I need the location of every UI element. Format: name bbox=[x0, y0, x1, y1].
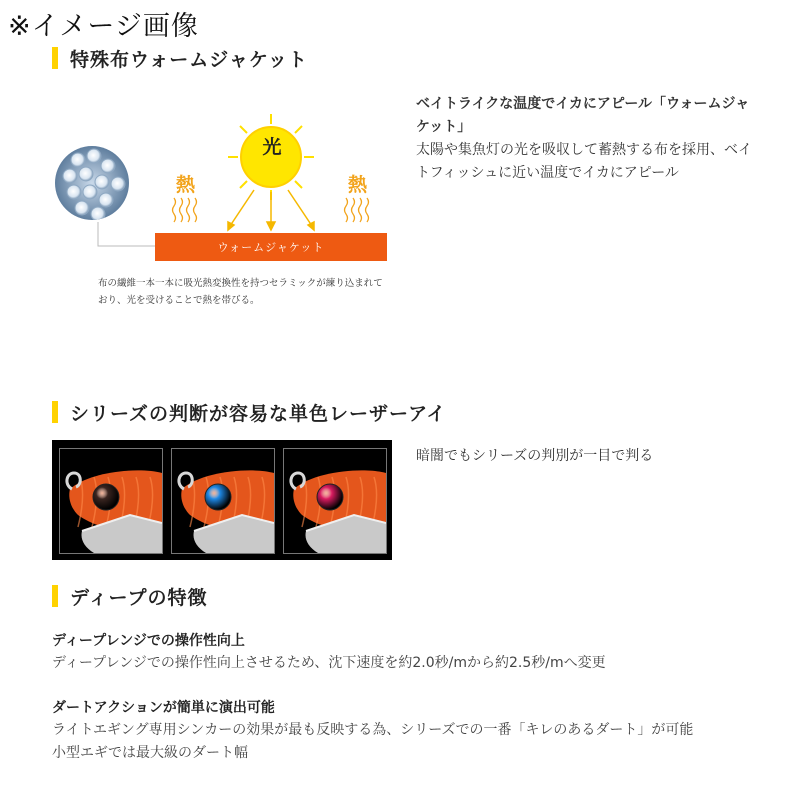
section-accent-bar bbox=[52, 585, 58, 607]
heat-waves-left bbox=[173, 198, 197, 222]
lure-photo bbox=[59, 448, 163, 554]
lure-illustration bbox=[284, 449, 386, 553]
diagram-caption bbox=[98, 275, 398, 309]
fiber-cross-section bbox=[55, 146, 129, 221]
laser-eye-photo-strip bbox=[52, 440, 392, 560]
image-note: ※イメージ画像 bbox=[8, 11, 199, 42]
lure-photo bbox=[283, 448, 387, 554]
laser-eye bbox=[317, 484, 343, 510]
band-label: ウォームジャケット bbox=[217, 241, 325, 254]
sun-label: 光 bbox=[262, 136, 282, 158]
feature-text: ライトエギング専用シンカーの効果が最も反映する為、シリーズでの一番「キレのあるダート」が可能 bbox=[52, 722, 694, 738]
section-accent-bar bbox=[52, 47, 58, 69]
feature-block bbox=[52, 697, 792, 765]
caption-line: おり、光を受けることで熱を帯びる。 bbox=[98, 295, 260, 306]
section-accent-bar bbox=[52, 401, 58, 423]
section-heading-deep-features bbox=[52, 582, 208, 610]
body-line: 太陽や集魚灯の光を吸収して蓄熱する布を採用、ベイ bbox=[416, 142, 752, 158]
connector-line bbox=[98, 222, 155, 246]
headline-line: ケット」 bbox=[416, 119, 472, 135]
laser-eye-description: 暗闇でもシリーズの判別が一目で判る bbox=[416, 448, 654, 464]
section-title: ディープの特徴 bbox=[70, 586, 208, 609]
feature-title: ダートアクションが簡単に演出可能 bbox=[52, 700, 275, 716]
section-title: 特殊布ウォームジャケット bbox=[70, 48, 308, 71]
warm-jacket-description bbox=[416, 93, 786, 185]
lure-illustration bbox=[172, 449, 274, 553]
body-line: トフィッシュに近い温度でイカにアピール bbox=[416, 165, 679, 181]
caption-line: 布の繊維一本一本に吸光熱変換性を持つセラミックが練り込まれて bbox=[98, 278, 383, 289]
section-heading-warm-jacket bbox=[52, 44, 308, 72]
light-arrows bbox=[228, 190, 314, 230]
laser-eye bbox=[93, 484, 119, 510]
section-title: シリーズの判断が容易な単色レーザーアイ bbox=[70, 402, 447, 425]
feature-text: ディープレンジでの操作性向上させるため、沈下速度を約2.0秒/mから約2.5秒/mへ変更 bbox=[52, 655, 606, 671]
heat-label-right: 熱 bbox=[348, 174, 368, 196]
feature-title: ディープレンジでの操作性向上 bbox=[52, 633, 245, 649]
lure-photo bbox=[171, 448, 275, 554]
feature-text: 小型エギでは最大級のダート幅 bbox=[52, 745, 248, 761]
lure-illustration bbox=[60, 449, 162, 553]
heat-label-left: 熱 bbox=[176, 174, 196, 196]
laser-eye bbox=[205, 484, 231, 510]
section-heading-laser-eye bbox=[52, 398, 446, 426]
feature-block bbox=[52, 630, 792, 675]
heat-waves-right bbox=[345, 198, 369, 222]
headline-line: ベイトライクな温度でイカにアピール「ウォームジャ bbox=[416, 96, 750, 112]
